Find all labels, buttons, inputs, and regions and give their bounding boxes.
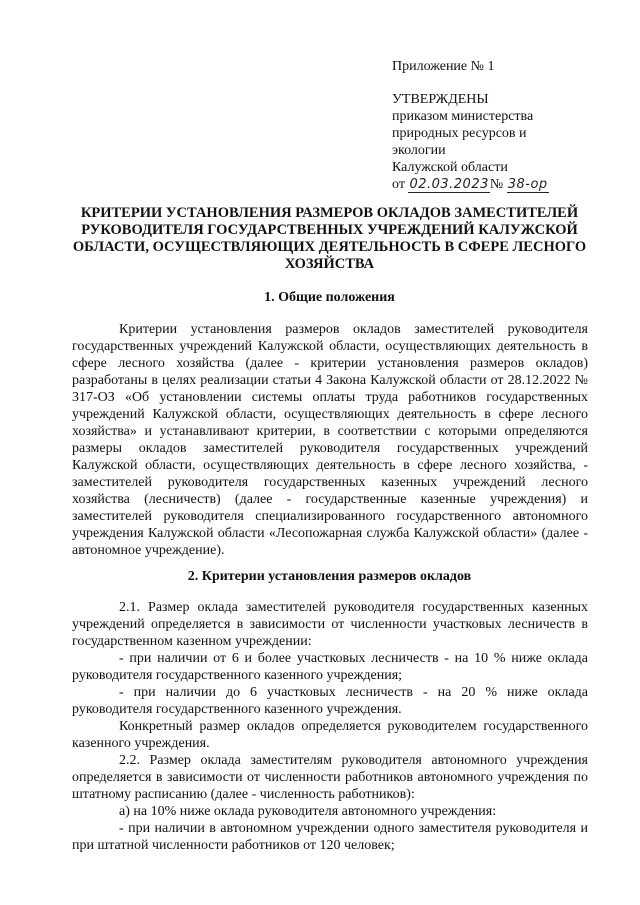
paragraph: - при наличии до 6 участковых лесничеств - на 20 % ниже оклада руководителя государственного казенного учреждения. bbox=[72, 685, 588, 717]
document-title: КРИТЕРИИ УСТАНОВЛЕНИЯ РАЗМЕРОВ ОКЛАДОВ ЗАМЕСТИТЕЛЕЙ РУКОВОДИТЕЛЯ ГОСУДАРСТВЕННЫХ УЧРЕЖДЕНИЙ КАЛУЖСКОЙ ОБЛАСТИ, ОСУЩЕСТВЛЯЮЩИХ ДЕЯТЕЛЬНОСТЬ В СФЕРЕ ЛЕСНОГО ХОЗЯЙСТВА bbox=[72, 205, 587, 272]
number-sign: № bbox=[489, 177, 504, 192]
paragraph: Критерии установления размеров окладов заместителей руководителя государственных учреждений Калужской области, осуществляющих деятельность в сфере лесного хозяйства (далее - критерии установления размеров окладов) разработаны в целях реализации статьи 4 Закона Калужской области от 28.12.2022 № 317-ОЗ «Об установлении системы оплаты труда работников государственных учреждений Калужской области, осуществляющих деятельность в сфере лесного хозяйства» и устанавливают критерии, в соответствии с которыми определяются размеры окладов заместителей руководителя государственных учреждений Калужской области, осуществляющих деятельность в сфере лесного хозяйства, - заместителей руководителя государственных казенных учреждений лесного хозяйства (лесничеств) (далее - государственные казенные учреждения) и заместителей руководителя специализированного государственного автономного учреждения Калужской области «Лесопожарная служба Калужской области» (далее - автономное учреждение). bbox=[72, 322, 588, 558]
paragraph: 2.1. Размер оклада заместителей руководителя государственных казенных учреждений определяется в зависимости от численности участковых лесничеств в государственном казенном учреждении: bbox=[72, 600, 588, 649]
date-prefix: от bbox=[392, 177, 405, 192]
section-2-body bbox=[72, 599, 588, 854]
section-1-heading: 1. Общие положения bbox=[264, 290, 395, 305]
paragraph: Конкретный размер окладов определяется руководителем государственного казенного учреждения. bbox=[72, 719, 588, 751]
paragraph: - при наличии в автономном учреждении одного заместителя руководителя и при штатной численности работников от 120 человек; bbox=[72, 821, 588, 853]
paragraph: а) на 10% ниже оклада руководителя автономного учреждения: bbox=[119, 804, 497, 819]
section-2-heading: 2. Критерии установления размеров окладов bbox=[187, 569, 472, 584]
appendix-label: Приложение № 1 bbox=[392, 59, 495, 74]
handwritten-date: 02.03.2023 bbox=[409, 177, 489, 192]
paragraph: - при наличии от 6 и более участковых лесничеств - на 10 % ниже оклада руководителя государственного казенного учреждения; bbox=[72, 651, 588, 683]
approval-line: приказом министерства bbox=[392, 109, 534, 124]
approval-block bbox=[392, 58, 607, 193]
approval-line: природных ресурсов и bbox=[392, 126, 527, 141]
approved-label: УТВЕРЖДЕНЫ bbox=[392, 92, 489, 107]
approval-line: Калужской области bbox=[392, 160, 508, 175]
paragraph: 2.2. Размер оклада заместителям руководителя автономного учреждения определяется в зависимости от численности работников автономного учреждения по штатному расписанию (далее - численность работников): bbox=[72, 753, 588, 802]
approval-date-row bbox=[392, 176, 607, 193]
approval-line: экологии bbox=[392, 143, 446, 158]
handwritten-number: 38-ор bbox=[507, 177, 548, 192]
section-1-body bbox=[72, 321, 588, 559]
